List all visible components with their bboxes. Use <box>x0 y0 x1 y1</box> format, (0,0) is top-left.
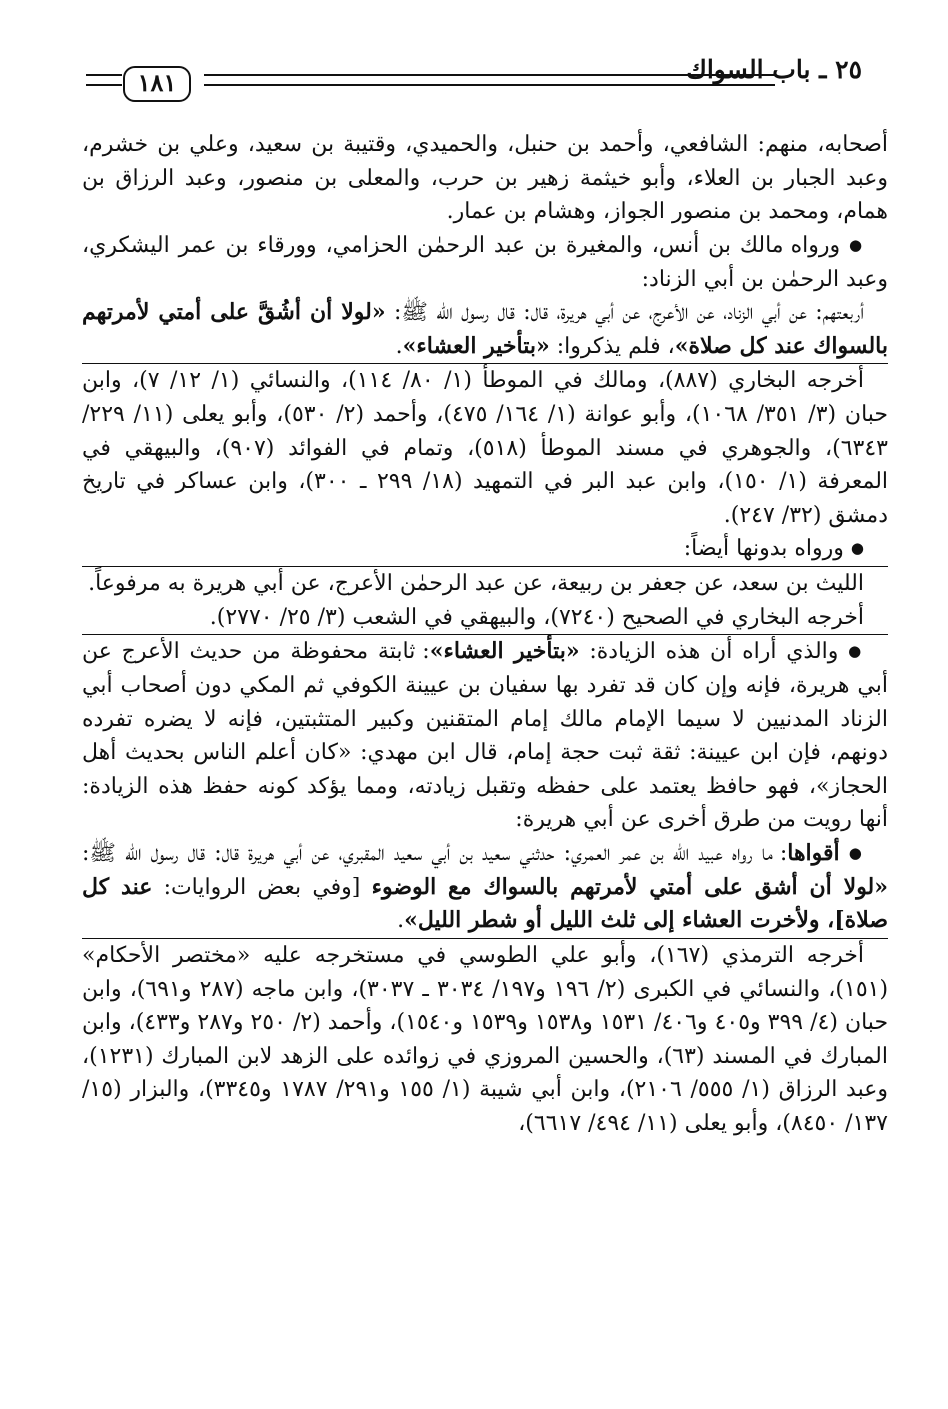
paragraph-without-addition <box>82 532 888 567</box>
header-rule-right <box>204 74 775 76</box>
paragraph-takhrij-1: أخرجه البخاري (٨٨٧)، ومالك في الموطأ (١/ ٨٠/ ١١٤)، والنسائي (١/ ١٢/ ٧)، وابن حبان (٣/ ٣٥١/ ١٠٦٨)، وأبو عوانة (١/ ١٦٤/ ٤٧٥)، وأحمد (٢/ ٥٣٠)، وأبو يعلى (١١/ ٢٢٩/ ٦٣٤٣)، والجوهري في مسند الموطأ (٥١٨)، وتمام في الفوائد (٩٠٧)، والبيهقي في المعرفة (١/ ١٥٠)، وابن عبد البر في التمهيد (١٨/ ٢٩٩ ـ ٣٠٠)، وابن عساكر في تاريخ دمشق (٣٢/ ٢٤٧). <box>82 368 889 528</box>
paragraph-hadith-1 <box>82 296 888 364</box>
paragraph-text: والذي أراه أن هذه الزيادة: <box>589 639 839 665</box>
paragraph-takhrij-2: أخرجه البخاري في الصحيح (٧٢٤٠)، والبيهقي في الشعب (٣/ ٢٥/ ٢٧٧٠). <box>82 601 888 636</box>
paragraph-text: : ثابتة محفوظة من حديث الأعرج عن أبي هريرة، فإنه وإن كان قد تفرد بها سفيان بن عيينة الكوفي ثم المكي دون أصحاب أبي الزناد المدنيين لا سيما الإمام مالك إمام المتقنين وكبير المتثبتين، فإنه لا يضره تفرده دونهم، فإن ابن عيينة: ثقة ثبت حجة إمام، قال ابن مهدي: «كان أعلم الناس بحديث أهل الحجاز»، فهو حافظ يعتمد على حفظه وتقبل زيادته، ومما يؤكد كونه حفظ هذه الزيادة: أنها رويت من طرق أخرى عن أبي هريرة: <box>82 639 888 833</box>
paragraph-malik-chain <box>82 229 888 296</box>
paragraph-takhrij-3: أخرجه الترمذي (١٦٧)، وأبو علي الطوسي في مستخرجه عليه «مختصر الأحكام» (١٥١)، والنسائي في الكبرى (٢/ ١٩٦ و١٩٧/ ٣٠٣٤ ـ ٣٠٣٧)، وابن ماجه (٢٨٧ و٦٩١)، وابن حبان (٤/ ٣٩٩ و٤٠٥ و٤٠٦/ ١٥٣١ و١٥٣٨ و١٥٣٩ و١٥٤٠)، وأحمد (٢/ ٢٥٠ و٢٨٧ و٤٣٣)، وابن المبارك في المسند (٦٣)، والحسين المروزي في زوائده على الزهد لابن المبارك (١٢٣١)، وعبد الرزاق (١/ ٥٥٥/ ٢١٠٦)، وابن أبي شيبة (١/ ١٥٥ و٢٩١/ ١٧٨٧ و٣٣٤٥)، والبزار (١٥/ ١٣٧/ ٨٤٥٠)، وأبو يعلى (١١/ ٤٩٤/ ٦٦١٧)، <box>82 943 889 1137</box>
paragraph-text: ورواه بدونها أيضاً: <box>683 536 844 562</box>
hadith-text: عند كل صلاة]، ولأخرت العشاء إلى ثلث الليل أو شطر الليل» <box>82 873 888 934</box>
header-rule-right-lower <box>204 84 775 86</box>
bullet-marker: ● <box>850 539 864 558</box>
paragraph-text: . <box>395 333 403 359</box>
paragraph-text: . <box>397 908 405 934</box>
section-lead: أقواها <box>787 840 840 867</box>
header-rule-left-lower <box>86 84 122 86</box>
paragraph-text: ورواه مالك بن أنس، والمغيرة بن عبد الرحمٰن الحزامي، وورقاء بن عمر اليشكري، وعبد الرحمٰن بن أبي الزناد: <box>82 232 888 292</box>
bullet-marker: ● <box>848 642 865 661</box>
paragraph-text: أربعتهم: عن أبي الزناد، عن الأعرج، عن أبي هريرة، قال: قال رسول الله ﷺ: <box>394 300 864 326</box>
page-header <box>0 0 948 100</box>
paragraph-text: : ما رواه عبيد الله بن عمر العمري: حدثني سعيد بن أبي سعيد المقبري، عن أبي هريرة قال: قال رسول الله ﷺ: <box>82 841 788 867</box>
chapter-title: ٢٥ ـ باب السواك <box>686 55 862 84</box>
hadith-text: «لولا أن أشُقَّ على أمتي لأمرتهم بالسواك عند كل صلاة» <box>82 299 888 359</box>
paragraph-text: [وفي بعض الروايات: <box>163 874 361 900</box>
hadith-phrase: «بتأخير العشاء» <box>402 332 550 359</box>
paragraph-discussion <box>82 635 888 837</box>
hadith-phrase: «بتأخير العشاء» <box>429 638 580 665</box>
paragraph-layth-chain: الليث بن سعد، عن جعفر بن ربيعة، عن عبد الرحمٰن الأعرج، عن أبي هريرة به مرفوعاً. <box>88 571 864 597</box>
bullet-marker: ● <box>849 235 864 254</box>
hadith-text: «لولا أن أشق على أمتي لأمرتهم بالسواك مع الوضوء <box>371 873 889 900</box>
page-number: ١٨١ <box>123 66 191 102</box>
paragraph-text: ، فلم يذكروا: <box>556 333 675 359</box>
body-text <box>82 128 888 1141</box>
header-rule-left <box>86 74 122 76</box>
paragraph-companions: أصحابه، منهم: الشافعي، وأحمد بن حنبل، والحميدي، وقتيبة بن سعيد، وعلي بن خشرم، وعبد الجبار بن العلاء، وأبو خيثمة زهير بن حرب، والمعلى بن منصور، وعبد الرزاق بن همام، ومحمد بن منصور الجواز، وهشام بن عمار. <box>82 132 888 225</box>
paragraph-strongest-chain <box>82 837 888 939</box>
bullet-marker: ● <box>848 844 864 863</box>
